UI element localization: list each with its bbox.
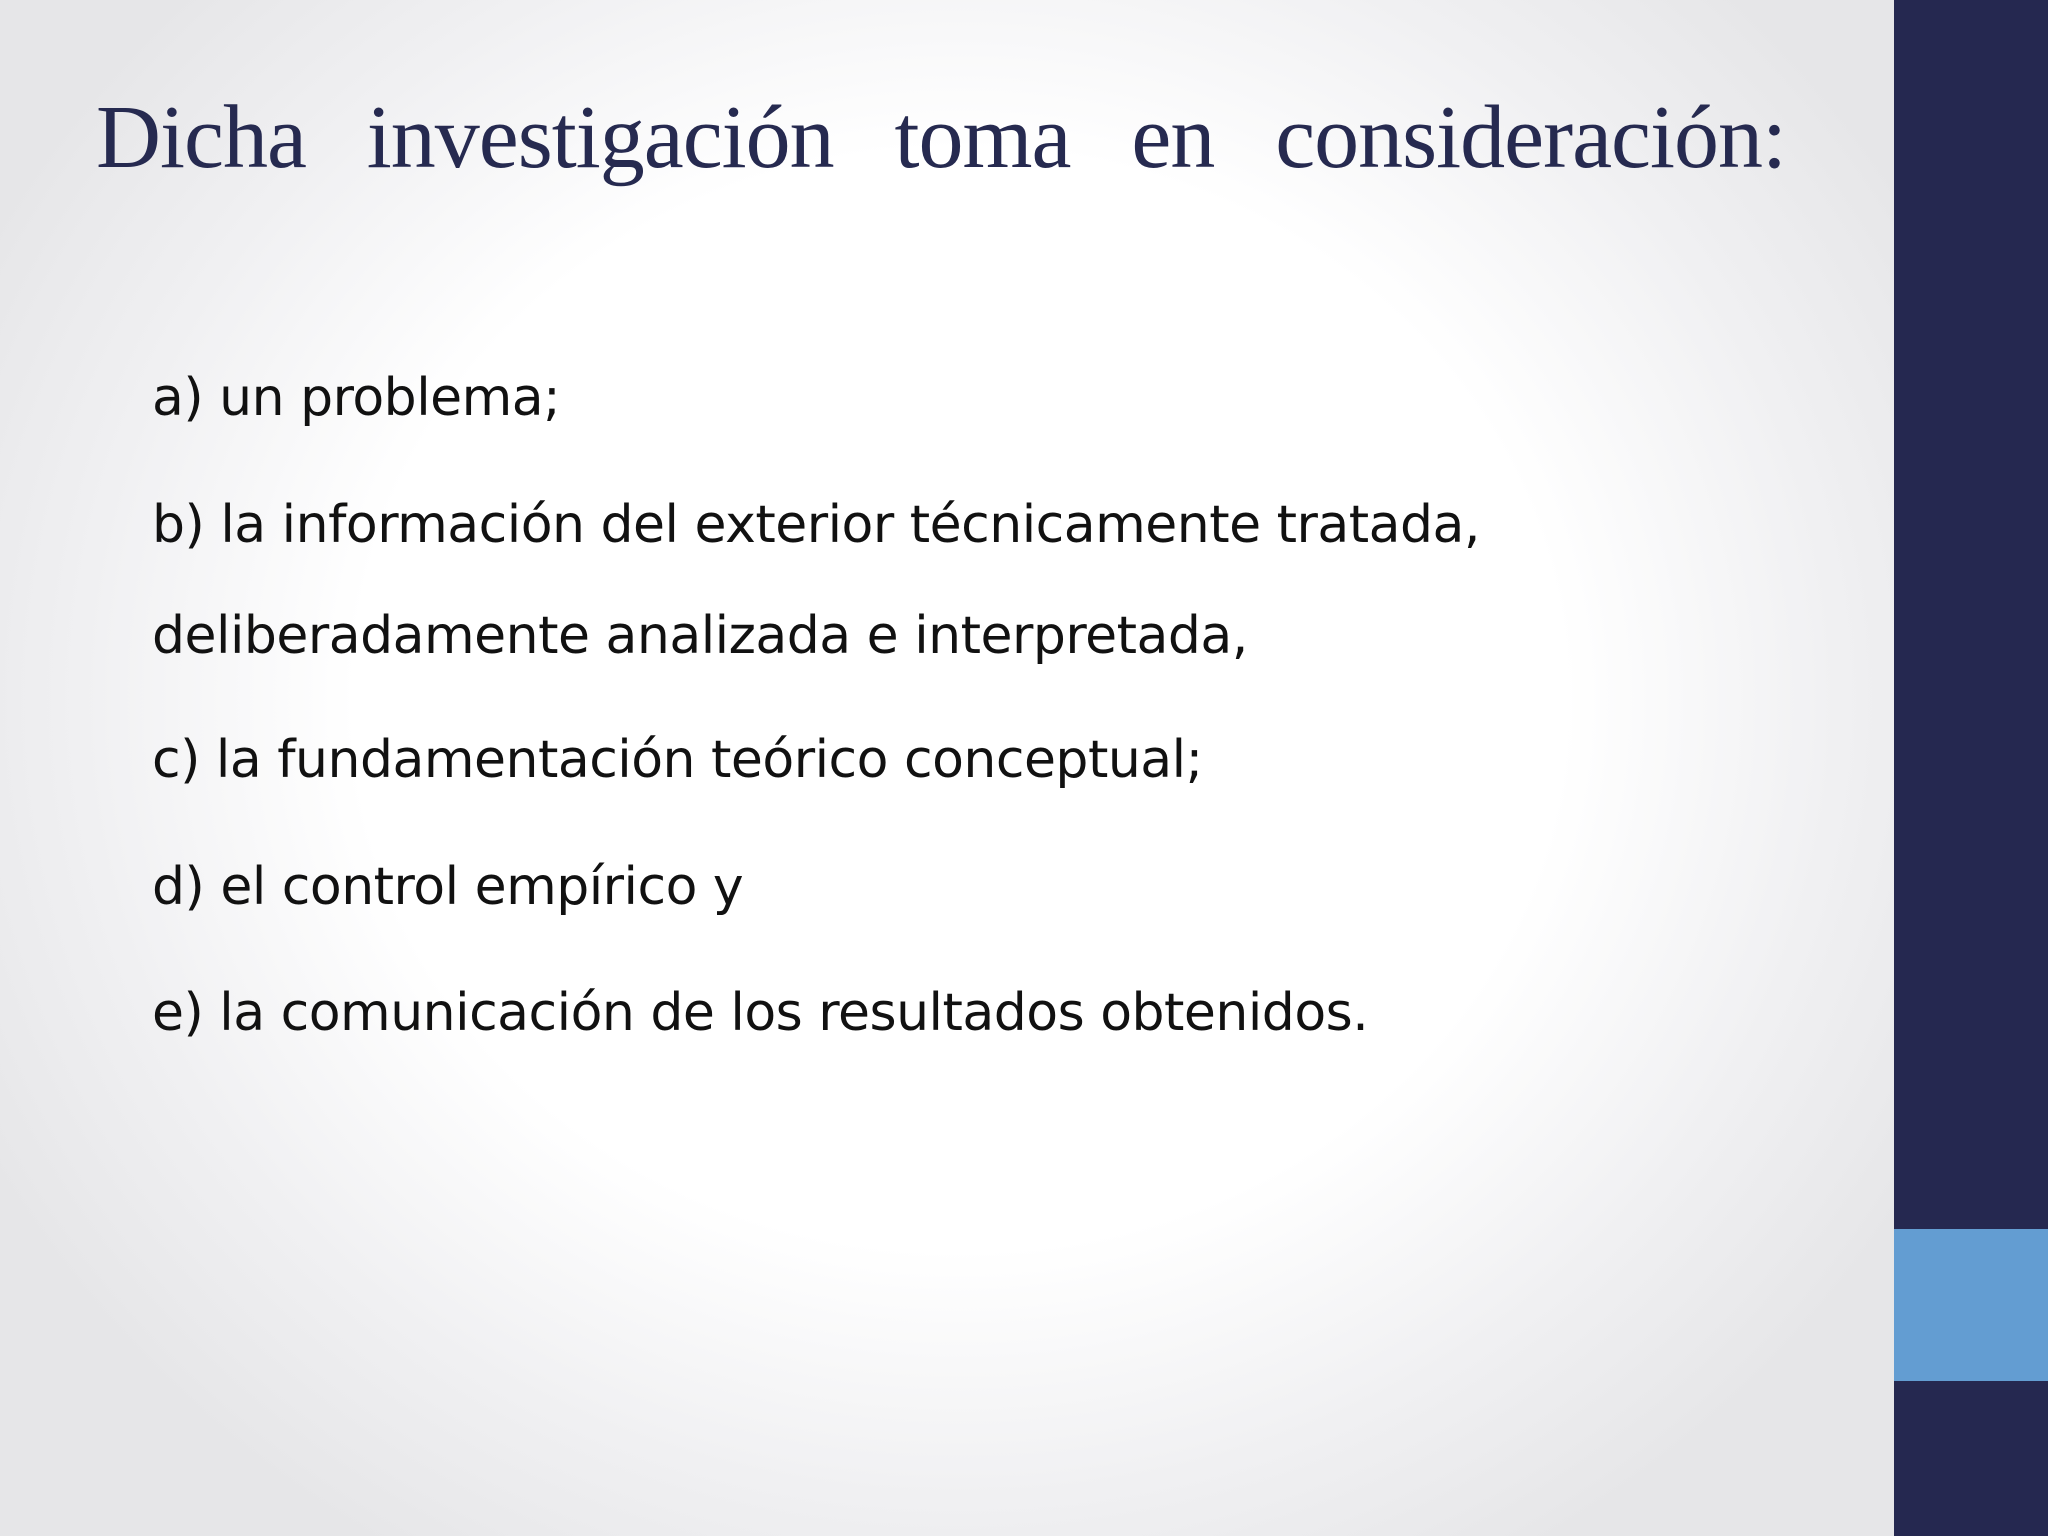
slide-title: Dicha investigación toma en consideración: xyxy=(96,88,1786,187)
list-item-e: e) la comunicación de los resultados obtenidos. xyxy=(152,983,1369,1043)
list-item-d: d) el control empírico y xyxy=(152,857,744,917)
list-item-c: c) la fundamentación teórico conceptual; xyxy=(152,730,1203,790)
list-item-a: a) un problema; xyxy=(152,368,561,428)
list-item-b: b) la información del exterior técnicamente tratada, xyxy=(152,495,1480,555)
list-item-b-continuation: deliberadamente analizada e interpretada, xyxy=(152,606,1248,666)
sidebar-accent-block xyxy=(1894,1229,2048,1381)
